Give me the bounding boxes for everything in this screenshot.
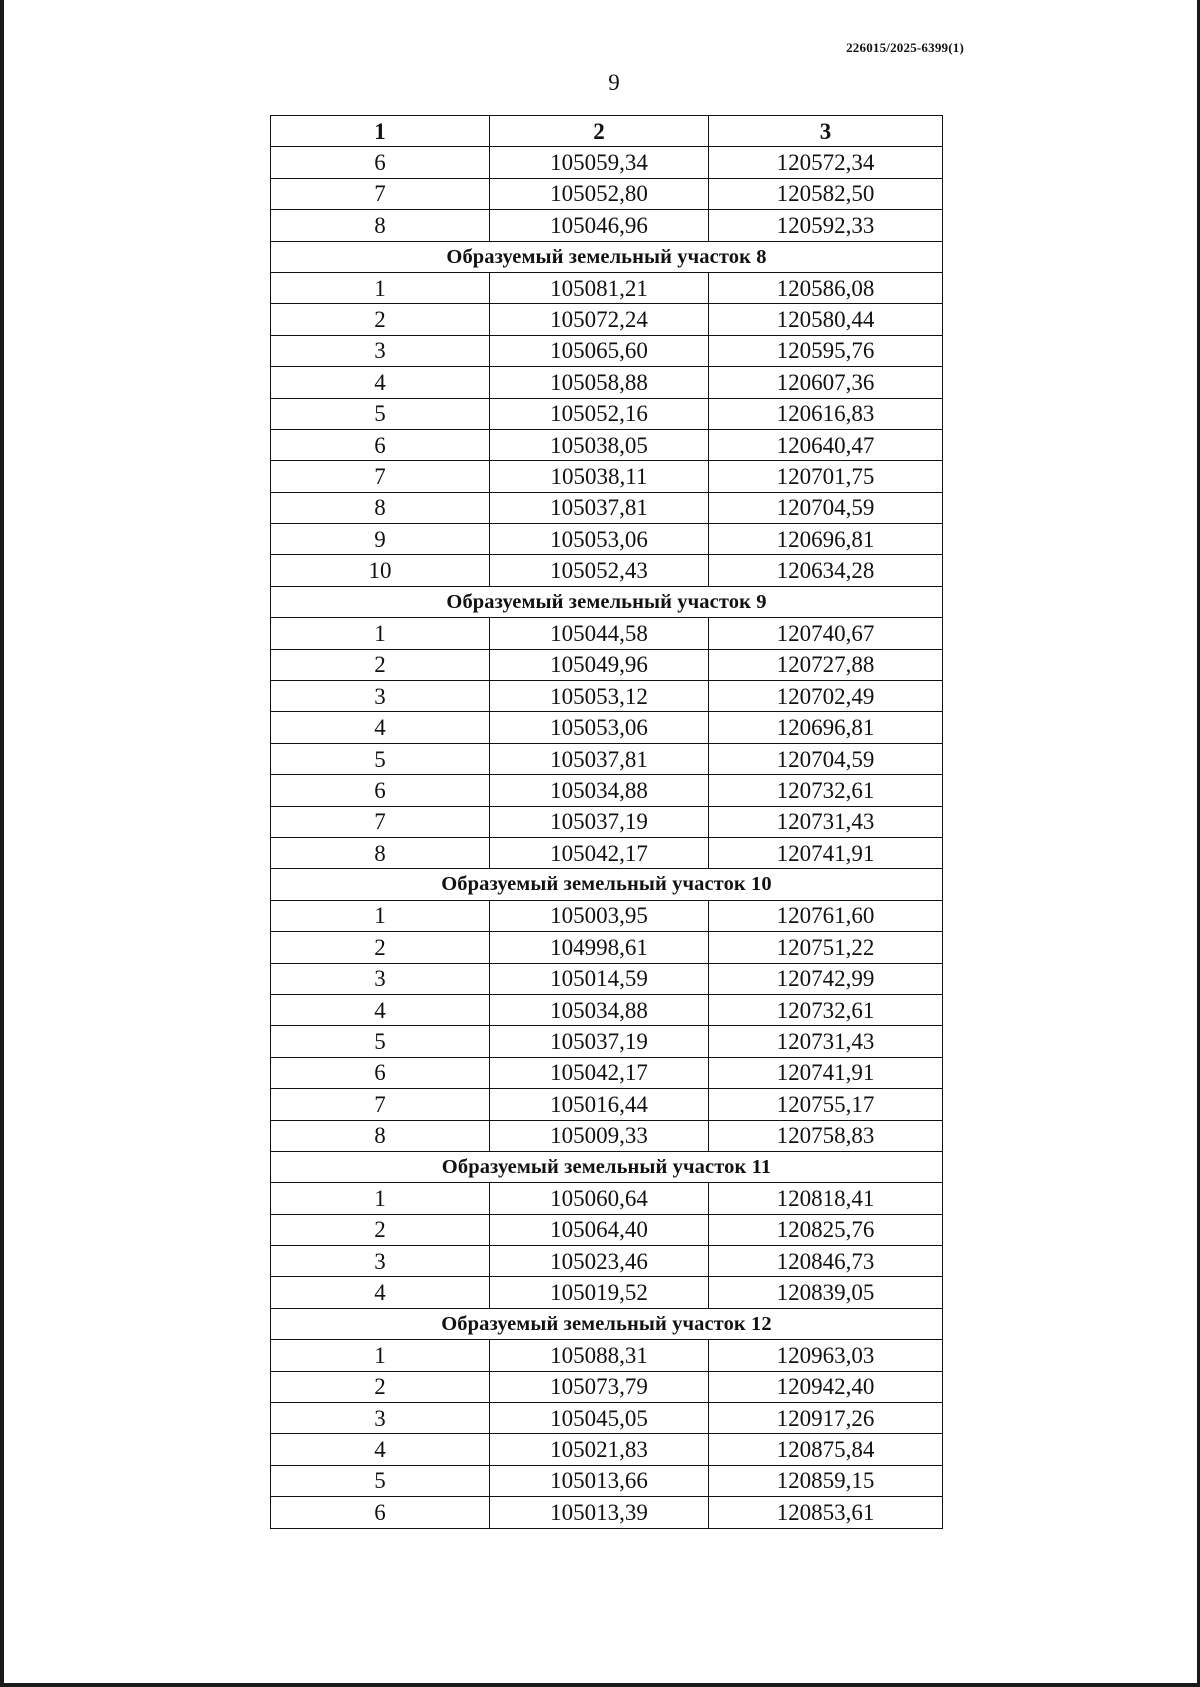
coordinate-y-cell: 120875,84 bbox=[709, 1434, 943, 1465]
scan-edge-left bbox=[0, 0, 4, 1687]
table-row bbox=[271, 492, 943, 523]
point-number-cell: 1 bbox=[271, 900, 490, 931]
coordinate-x-cell: 105060,64 bbox=[490, 1183, 709, 1214]
coordinate-y-cell: 120704,59 bbox=[709, 492, 943, 523]
table-row bbox=[271, 1434, 943, 1465]
coordinate-x-cell: 105081,21 bbox=[490, 272, 709, 303]
table-row bbox=[271, 524, 943, 555]
table-row bbox=[271, 429, 943, 460]
coordinate-y-cell: 120572,34 bbox=[709, 147, 943, 178]
coordinate-y-cell: 120640,47 bbox=[709, 429, 943, 460]
coordinate-x-cell: 105014,59 bbox=[490, 963, 709, 994]
coordinate-y-cell: 120755,17 bbox=[709, 1089, 943, 1120]
coordinate-y-cell: 120731,43 bbox=[709, 806, 943, 837]
coordinate-x-cell: 105053,06 bbox=[490, 712, 709, 743]
coordinate-x-cell: 105058,88 bbox=[490, 367, 709, 398]
point-number-cell: 7 bbox=[271, 178, 490, 209]
page-number: 9 bbox=[608, 70, 620, 95]
coordinate-x-cell: 105072,24 bbox=[490, 304, 709, 335]
table-row bbox=[271, 304, 943, 335]
point-number-cell: 8 bbox=[271, 837, 490, 868]
table-row bbox=[271, 1403, 943, 1434]
section-title-row bbox=[271, 586, 943, 617]
point-number-cell: 10 bbox=[271, 555, 490, 586]
table-row bbox=[271, 775, 943, 806]
header-cell: 2 bbox=[490, 116, 709, 147]
point-number-cell: 4 bbox=[271, 1434, 490, 1465]
coordinate-y-cell: 120731,43 bbox=[709, 1026, 943, 1057]
point-number-cell: 3 bbox=[271, 681, 490, 712]
table-row bbox=[271, 1246, 943, 1277]
table-row bbox=[271, 461, 943, 492]
point-number-cell: 2 bbox=[271, 1371, 490, 1402]
point-number-cell: 3 bbox=[271, 335, 490, 366]
table-row bbox=[271, 1214, 943, 1245]
coordinate-y-cell: 120702,49 bbox=[709, 681, 943, 712]
point-number-cell: 4 bbox=[271, 367, 490, 398]
section-title-row bbox=[271, 1151, 943, 1182]
coordinate-y-cell: 120592,33 bbox=[709, 210, 943, 241]
table-row bbox=[271, 1057, 943, 1088]
coordinate-x-cell: 105013,39 bbox=[490, 1497, 709, 1528]
coordinate-x-cell: 105053,12 bbox=[490, 681, 709, 712]
point-number-cell: 7 bbox=[271, 806, 490, 837]
coordinate-y-cell: 120701,75 bbox=[709, 461, 943, 492]
coordinate-x-cell: 105034,88 bbox=[490, 994, 709, 1025]
table-row bbox=[271, 367, 943, 398]
point-number-cell: 4 bbox=[271, 1277, 490, 1308]
coordinate-y-cell: 120853,61 bbox=[709, 1497, 943, 1528]
table-row bbox=[271, 147, 943, 178]
coordinate-y-cell: 120758,83 bbox=[709, 1120, 943, 1151]
coordinate-y-cell: 120917,26 bbox=[709, 1403, 943, 1434]
coordinate-x-cell: 105038,11 bbox=[490, 461, 709, 492]
point-number-cell: 2 bbox=[271, 1214, 490, 1245]
section-title: Образуемый земельный участок 12 bbox=[271, 1308, 943, 1339]
table-row bbox=[271, 1277, 943, 1308]
table-row bbox=[271, 210, 943, 241]
point-number-cell: 6 bbox=[271, 1057, 490, 1088]
point-number-cell: 6 bbox=[271, 429, 490, 460]
point-number-cell: 3 bbox=[271, 1246, 490, 1277]
header-cell: 1 bbox=[271, 116, 490, 147]
coordinate-x-cell: 105034,88 bbox=[490, 775, 709, 806]
coordinates-table bbox=[270, 115, 943, 1529]
table-row bbox=[271, 1120, 943, 1151]
table-row bbox=[271, 1465, 943, 1496]
table-body bbox=[271, 147, 943, 1528]
section-title-row bbox=[271, 869, 943, 900]
section-title-row bbox=[271, 1308, 943, 1339]
table-header-row bbox=[271, 116, 943, 147]
coordinate-y-cell: 120825,76 bbox=[709, 1214, 943, 1245]
coordinate-y-cell: 120696,81 bbox=[709, 524, 943, 555]
coordinate-x-cell: 105037,19 bbox=[490, 806, 709, 837]
coordinate-x-cell: 105038,05 bbox=[490, 429, 709, 460]
table-row bbox=[271, 1371, 943, 1402]
coordinate-y-cell: 120839,05 bbox=[709, 1277, 943, 1308]
table-row bbox=[271, 743, 943, 774]
coordinate-y-cell: 120586,08 bbox=[709, 272, 943, 303]
table-row bbox=[271, 555, 943, 586]
coordinate-y-cell: 120634,28 bbox=[709, 555, 943, 586]
section-title: Образуемый земельный участок 9 bbox=[271, 586, 943, 617]
point-number-cell: 6 bbox=[271, 775, 490, 806]
coordinate-y-cell: 120859,15 bbox=[709, 1465, 943, 1496]
coordinate-x-cell: 105052,43 bbox=[490, 555, 709, 586]
coordinate-x-cell: 105073,79 bbox=[490, 1371, 709, 1402]
coordinate-x-cell: 105053,06 bbox=[490, 524, 709, 555]
point-number-cell: 5 bbox=[271, 398, 490, 429]
table-row bbox=[271, 963, 943, 994]
coordinate-x-cell: 105021,83 bbox=[490, 1434, 709, 1465]
table-row bbox=[271, 1089, 943, 1120]
coordinate-y-cell: 120696,81 bbox=[709, 712, 943, 743]
table-row bbox=[271, 1026, 943, 1057]
coordinate-x-cell: 105016,44 bbox=[490, 1089, 709, 1120]
coordinate-x-cell: 105037,81 bbox=[490, 743, 709, 774]
table-row bbox=[271, 837, 943, 868]
coordinate-x-cell: 105065,60 bbox=[490, 335, 709, 366]
coordinate-x-cell: 105049,96 bbox=[490, 649, 709, 680]
point-number-cell: 6 bbox=[271, 147, 490, 178]
coordinate-y-cell: 120963,03 bbox=[709, 1340, 943, 1371]
coordinate-y-cell: 120580,44 bbox=[709, 304, 943, 335]
point-number-cell: 5 bbox=[271, 743, 490, 774]
scan-edge-bottom bbox=[0, 1683, 1200, 1687]
table-row bbox=[271, 398, 943, 429]
coordinate-x-cell: 105013,66 bbox=[490, 1465, 709, 1496]
header-cell: 3 bbox=[709, 116, 943, 147]
table-row bbox=[271, 1340, 943, 1371]
point-number-cell: 6 bbox=[271, 1497, 490, 1528]
coordinate-x-cell: 105009,33 bbox=[490, 1120, 709, 1151]
coordinate-x-cell: 105023,46 bbox=[490, 1246, 709, 1277]
section-title: Образуемый земельный участок 8 bbox=[271, 241, 943, 272]
point-number-cell: 5 bbox=[271, 1465, 490, 1496]
document-number: 226015/2025-6399(1) bbox=[846, 40, 964, 55]
coordinate-x-cell: 104998,61 bbox=[490, 932, 709, 963]
coordinate-y-cell: 120741,91 bbox=[709, 1057, 943, 1088]
coordinate-x-cell: 105042,17 bbox=[490, 837, 709, 868]
table-row bbox=[271, 649, 943, 680]
table-row bbox=[271, 681, 943, 712]
point-number-cell: 1 bbox=[271, 1183, 490, 1214]
coordinate-y-cell: 120732,61 bbox=[709, 775, 943, 806]
point-number-cell: 8 bbox=[271, 210, 490, 241]
table-row bbox=[271, 335, 943, 366]
point-number-cell: 7 bbox=[271, 461, 490, 492]
table-row bbox=[271, 272, 943, 303]
coordinate-y-cell: 120616,83 bbox=[709, 398, 943, 429]
point-number-cell: 5 bbox=[271, 1026, 490, 1057]
section-title: Образуемый земельный участок 10 bbox=[271, 869, 943, 900]
coordinate-y-cell: 120818,41 bbox=[709, 1183, 943, 1214]
table-row bbox=[271, 618, 943, 649]
coordinate-x-cell: 105003,95 bbox=[490, 900, 709, 931]
table-row bbox=[271, 712, 943, 743]
coordinate-y-cell: 120742,99 bbox=[709, 963, 943, 994]
coordinate-y-cell: 120704,59 bbox=[709, 743, 943, 774]
coordinate-x-cell: 105052,80 bbox=[490, 178, 709, 209]
coordinate-x-cell: 105042,17 bbox=[490, 1057, 709, 1088]
point-number-cell: 2 bbox=[271, 304, 490, 335]
coordinate-y-cell: 120595,76 bbox=[709, 335, 943, 366]
coordinate-x-cell: 105059,34 bbox=[490, 147, 709, 178]
coordinate-x-cell: 105037,19 bbox=[490, 1026, 709, 1057]
coordinate-y-cell: 120942,40 bbox=[709, 1371, 943, 1402]
coordinate-x-cell: 105052,16 bbox=[490, 398, 709, 429]
section-title: Образуемый земельный участок 11 bbox=[271, 1151, 943, 1182]
point-number-cell: 9 bbox=[271, 524, 490, 555]
table-row bbox=[271, 806, 943, 837]
table-row bbox=[271, 900, 943, 931]
table-row bbox=[271, 1497, 943, 1528]
coordinate-y-cell: 120607,36 bbox=[709, 367, 943, 398]
coordinate-y-cell: 120751,22 bbox=[709, 932, 943, 963]
point-number-cell: 4 bbox=[271, 994, 490, 1025]
coordinate-x-cell: 105064,40 bbox=[490, 1214, 709, 1245]
coordinate-x-cell: 105046,96 bbox=[490, 210, 709, 241]
table-row bbox=[271, 178, 943, 209]
coordinate-x-cell: 105088,31 bbox=[490, 1340, 709, 1371]
point-number-cell: 2 bbox=[271, 649, 490, 680]
point-number-cell: 1 bbox=[271, 1340, 490, 1371]
coordinate-y-cell: 120761,60 bbox=[709, 900, 943, 931]
coordinate-y-cell: 120741,91 bbox=[709, 837, 943, 868]
point-number-cell: 8 bbox=[271, 492, 490, 523]
point-number-cell: 2 bbox=[271, 932, 490, 963]
point-number-cell: 1 bbox=[271, 272, 490, 303]
point-number-cell: 7 bbox=[271, 1089, 490, 1120]
coordinate-y-cell: 120846,73 bbox=[709, 1246, 943, 1277]
coordinate-y-cell: 120727,88 bbox=[709, 649, 943, 680]
section-title-row bbox=[271, 241, 943, 272]
table-row bbox=[271, 1183, 943, 1214]
point-number-cell: 3 bbox=[271, 1403, 490, 1434]
point-number-cell: 3 bbox=[271, 963, 490, 994]
coordinate-x-cell: 105045,05 bbox=[490, 1403, 709, 1434]
coordinate-y-cell: 120732,61 bbox=[709, 994, 943, 1025]
table-row bbox=[271, 932, 943, 963]
coordinate-y-cell: 120740,67 bbox=[709, 618, 943, 649]
coordinate-x-cell: 105044,58 bbox=[490, 618, 709, 649]
table-row bbox=[271, 994, 943, 1025]
coordinate-x-cell: 105019,52 bbox=[490, 1277, 709, 1308]
coordinate-y-cell: 120582,50 bbox=[709, 178, 943, 209]
point-number-cell: 4 bbox=[271, 712, 490, 743]
coordinate-x-cell: 105037,81 bbox=[490, 492, 709, 523]
point-number-cell: 1 bbox=[271, 618, 490, 649]
point-number-cell: 8 bbox=[271, 1120, 490, 1151]
